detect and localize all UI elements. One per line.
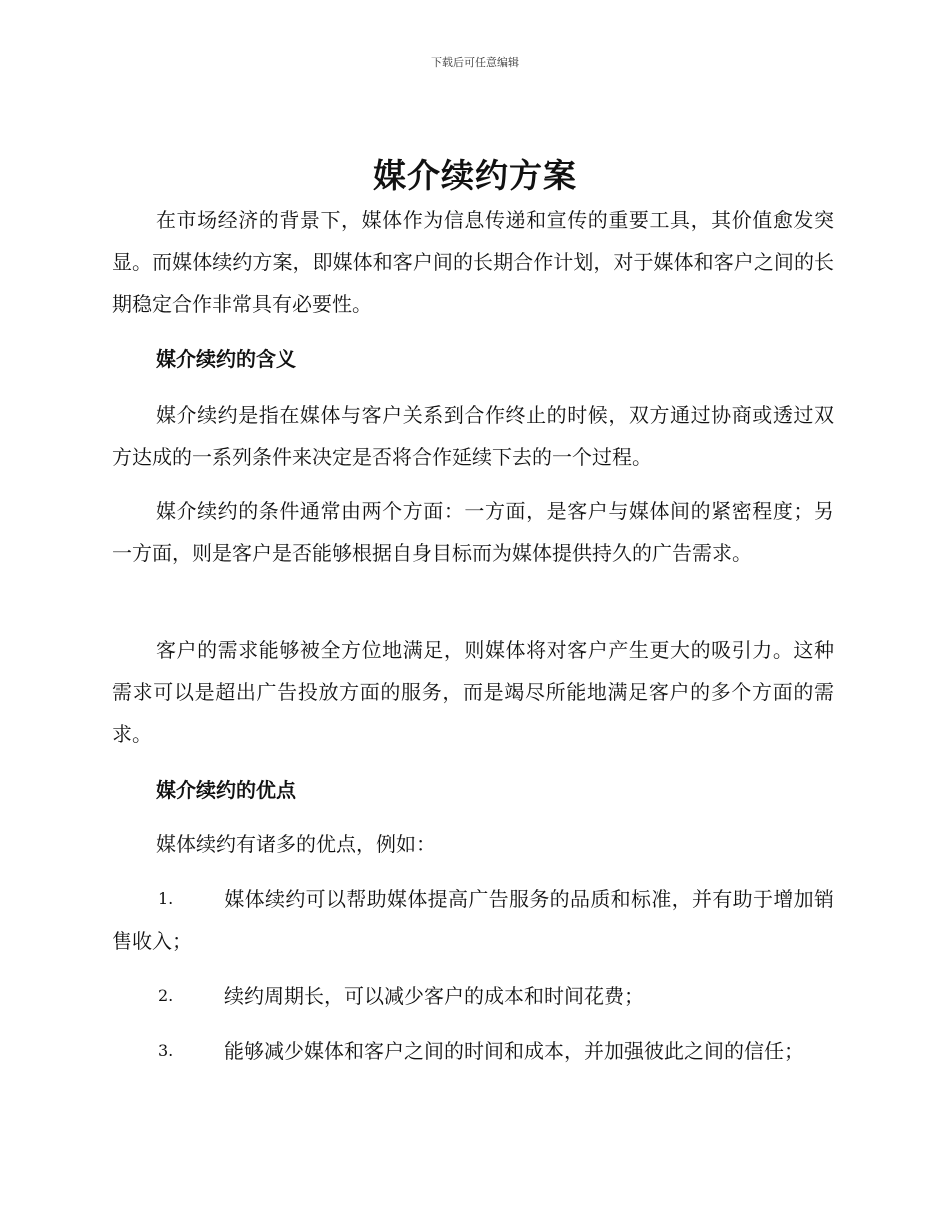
header-note: 下载后可任意编辑 [431, 56, 519, 69]
advantages-intro: 媒体续约有诸多的优点，例如： [156, 832, 436, 856]
section-heading-advantages: 媒介续约的优点 [156, 778, 296, 802]
meaning-paragraph-1-block [112, 394, 834, 478]
section-heading-meaning: 媒介续约的含义 [156, 347, 296, 371]
meaning-paragraph: 媒介续约是指在媒体与客户关系到合作终止的时候，双方通过协商或透过双方达成的一系列条件来决定是否将合作延续下去的一个过程。 [112, 403, 834, 469]
section-advantages [112, 769, 834, 811]
advantages-intro-block [112, 823, 834, 865]
list-item-1 [112, 878, 834, 962]
list-text: 媒体续约可以帮助媒体提高广告服务的品质和标准，并有助于增加销售收入； [112, 887, 834, 953]
list-text: 续约周期长，可以减少客户的成本和时间花费； [224, 984, 644, 1008]
list-text: 能够减少媒体和客户之间的时间和成本，并加强彼此之间的信任； [224, 1039, 804, 1063]
intro-paragraph: 在市场经济的背景下，媒体作为信息传递和宣传的重要工具，其价值愈发突显。而媒体续约方案，即媒体和客户间的长期合作计划，对于媒体和客户之间的长期稳定合作非常具有必要性。 [112, 208, 834, 316]
meaning-paragraph-3-block [112, 629, 834, 755]
list-item-2 [112, 975, 834, 1017]
document-title: 媒介续约方案 [373, 156, 577, 195]
section-meaning [112, 338, 834, 380]
meaning-paragraph: 媒介续约的条件通常由两个方面：一方面，是客户与媒体间的紧密程度；另一方面，则是客户是否能够根据自身目标而为媒体提供持久的广告需求。 [112, 499, 834, 565]
list-number: 2. [158, 986, 174, 1005]
list-item-3 [112, 1030, 834, 1072]
meaning-paragraph: 客户的需求能够被全方位地满足，则媒体将对客户产生更大的吸引力。这种需求可以是超出广告投放方面的服务，而是竭尽所能地满足客户的多个方面的需求。 [112, 638, 834, 746]
meaning-paragraph-2-block [112, 490, 834, 574]
intro-block [112, 199, 834, 325]
list-number: 3. [158, 1041, 174, 1060]
list-number: 1. [158, 889, 174, 908]
